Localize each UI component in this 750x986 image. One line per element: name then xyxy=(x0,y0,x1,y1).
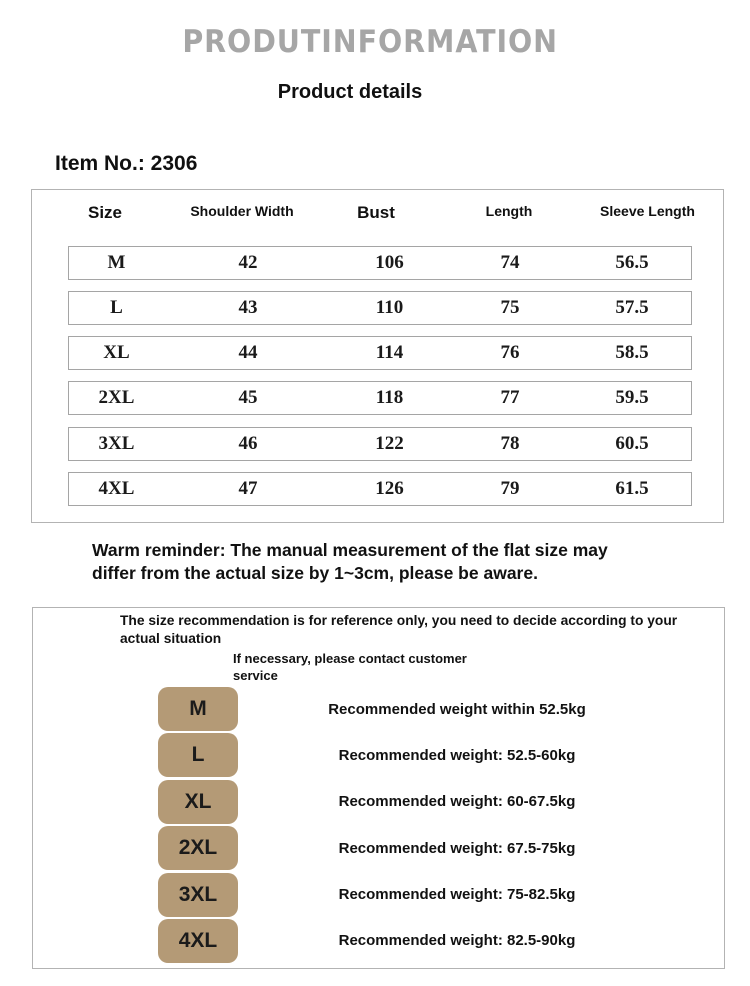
cell-size: M xyxy=(107,252,126,273)
cell-sleeve-length: 58.5 xyxy=(615,342,649,363)
recommendation-row xyxy=(33,826,724,870)
weight-label: Recommended weight: 52.5-60kg xyxy=(338,746,576,764)
table-row xyxy=(68,472,692,506)
cell-shoulder-width: 42 xyxy=(238,252,258,273)
table-row xyxy=(68,246,692,280)
cell-size: XL xyxy=(103,342,130,363)
size-button-m[interactable]: M xyxy=(158,687,238,731)
cell-sleeve-length: 59.5 xyxy=(615,387,649,408)
weight-label: Recommended weight: 60-67.5kg xyxy=(338,793,576,811)
cell-sleeve-length: 60.5 xyxy=(615,433,649,454)
warm-reminder xyxy=(92,539,677,586)
cell-shoulder-width: 44 xyxy=(238,342,258,363)
cell-shoulder-width: 46 xyxy=(238,433,258,454)
cell-sleeve-length: 57.5 xyxy=(615,297,649,318)
column-header-shoulder-width: Shoulder Width xyxy=(190,203,294,219)
page-title: Product details xyxy=(277,81,423,103)
size-button-xl[interactable]: XL xyxy=(158,780,238,824)
size-button-4xl[interactable]: 4XL xyxy=(158,919,238,963)
weight-label: Recommended weight: 67.5-75kg xyxy=(338,839,576,857)
cell-size: 4XL xyxy=(98,478,135,499)
cell-sleeve-length: 61.5 xyxy=(615,478,649,499)
size-recommendation-panel xyxy=(32,607,725,969)
cell-shoulder-width: 47 xyxy=(238,478,258,499)
item-number: Item No.: 2306 xyxy=(55,152,198,175)
column-header-sleeve-length: Sleeve Length xyxy=(600,203,695,219)
size-button-2xl[interactable]: 2XL xyxy=(158,826,238,870)
weight-label: Recommended weight: 75-82.5kg xyxy=(338,886,576,904)
table-row xyxy=(68,427,692,461)
cell-bust: 118 xyxy=(375,387,404,408)
cell-length: 77 xyxy=(500,387,520,408)
recommendation-row xyxy=(33,919,724,963)
size-table-header xyxy=(32,190,723,223)
cell-bust: 106 xyxy=(375,252,404,273)
cell-length: 79 xyxy=(500,478,520,499)
cell-length: 74 xyxy=(500,252,520,273)
cell-sleeve-length: 56.5 xyxy=(615,252,649,273)
brand-title xyxy=(0,24,740,60)
cell-size: 2XL xyxy=(98,387,135,408)
cell-size: 3XL xyxy=(98,433,135,454)
weight-label: Recommended weight within 52.5kg xyxy=(328,700,586,718)
size-button-l[interactable]: L xyxy=(158,733,238,777)
cell-length: 78 xyxy=(500,433,520,454)
weight-label: Recommended weight: 82.5-90kg xyxy=(338,932,576,950)
recommendation-note: The size recommendation is for reference only, you need to decide according to your actual situation xyxy=(120,613,678,647)
cell-bust: 126 xyxy=(375,478,404,499)
cell-shoulder-width: 45 xyxy=(238,387,258,408)
cell-length: 76 xyxy=(500,342,520,363)
size-table xyxy=(31,189,724,523)
cell-shoulder-width: 43 xyxy=(238,297,258,318)
table-row xyxy=(68,336,692,370)
brand-title-text: PRODUTINFORMATION xyxy=(182,24,558,60)
size-button-3xl[interactable]: 3XL xyxy=(158,873,238,917)
table-row xyxy=(68,381,692,415)
column-header-size: Size xyxy=(87,203,123,222)
warm-reminder-line2: differ from the actual size by 1~3cm, please be aware. xyxy=(92,563,538,584)
cell-bust: 122 xyxy=(375,433,404,454)
table-row xyxy=(68,291,692,325)
recommendation-rows xyxy=(33,687,724,965)
contact-customer-note: If necessary, please contact customer service xyxy=(233,651,467,684)
cell-length: 75 xyxy=(500,297,520,318)
recommendation-row xyxy=(33,780,724,824)
recommendation-row xyxy=(33,733,724,777)
cell-bust: 114 xyxy=(375,342,404,363)
warm-reminder-line1: Warm reminder: The manual measurement of the flat size may xyxy=(92,540,608,560)
recommendation-row xyxy=(33,687,724,731)
recommendation-row xyxy=(33,873,724,917)
column-header-bust: Bust xyxy=(357,203,395,222)
cell-size: L xyxy=(110,297,123,318)
cell-bust: 110 xyxy=(375,297,404,318)
column-header-length: Length xyxy=(485,203,533,219)
